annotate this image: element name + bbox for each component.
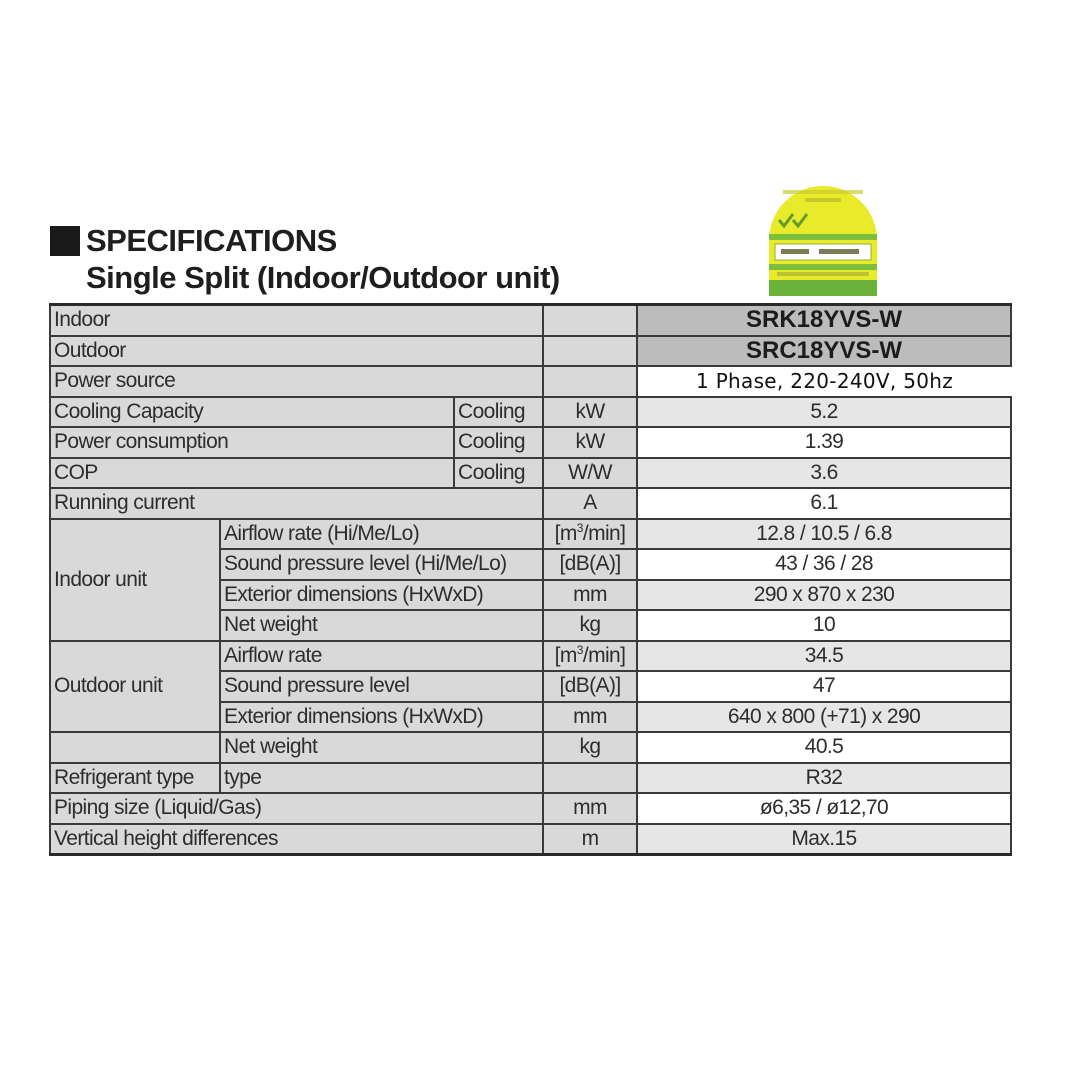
table-row <box>50 519 1011 550</box>
table-row <box>50 824 1011 855</box>
indoor-label: Indoor <box>50 305 543 336</box>
indoor-dimensions-value: 290 x 870 x 230 <box>637 580 1011 611</box>
indoor-airflow-value: 12.8 / 10.5 / 6.8 <box>637 519 1011 550</box>
table-row <box>50 397 1011 428</box>
refrigerant-label: Refrigerant type <box>50 763 220 794</box>
unit-cell: mm <box>543 580 637 611</box>
heading-square-icon <box>50 226 80 256</box>
cooling-capacity-label: Cooling Capacity <box>50 397 454 428</box>
specifications-heading <box>50 222 560 296</box>
table-row <box>50 366 1011 397</box>
specifications-table <box>49 303 1012 856</box>
indoor-sound-value: 43 / 36 / 28 <box>637 549 1011 580</box>
table-row <box>50 427 1011 458</box>
refrigerant-value: R32 <box>637 763 1011 794</box>
page-subtitle: Single Split (Indoor/Outdoor unit) <box>86 260 560 295</box>
unit-cell: kg <box>543 610 637 641</box>
vertical-height-label: Vertical height differences <box>50 824 543 855</box>
table-row <box>50 336 1011 367</box>
power-source-label: Power source <box>50 366 543 397</box>
outdoor-model: SRC18YVS-W <box>637 336 1011 367</box>
unit-cell: $[m^3/\min]$ <box>543 641 637 672</box>
table-row <box>50 793 1011 824</box>
unit-cell: W/W <box>543 458 637 489</box>
cop-value: 3.6 <box>637 458 1011 489</box>
indoor-model: SRK18YVS-W <box>637 305 1011 336</box>
outdoor-label: Outdoor <box>50 336 543 367</box>
empty-cell <box>50 732 220 763</box>
outdoor-unit-group-label: Outdoor unit <box>50 641 220 733</box>
table-row <box>50 488 1011 519</box>
refrigerant-sub-label: type <box>220 763 543 794</box>
unit-cell: mm <box>543 702 637 733</box>
unit-cell: kg <box>543 732 637 763</box>
unit-cell: [dB(A)] <box>543 671 637 702</box>
cop-label: COP <box>50 458 454 489</box>
row-label: Airflow rate <box>220 641 543 672</box>
outdoor-dimensions-value: 640 x 800 (+71) x 290 <box>637 702 1011 733</box>
piping-label: Piping size (Liquid/Gas) <box>50 793 543 824</box>
unit-cell <box>543 336 637 367</box>
running-current-label: Running current <box>50 488 543 519</box>
power-source-value: 1 Phase, 220-240V, 50hz <box>637 366 1011 397</box>
unit-cell: mm <box>543 793 637 824</box>
running-current-value: 6.1 <box>637 488 1011 519</box>
unit-cell: kW <box>543 397 637 428</box>
outdoor-weight-value: 40.5 <box>637 732 1011 763</box>
mode-cell: Cooling <box>454 397 543 428</box>
row-label: Sound pressure level (Hi/Me/Lo) <box>220 549 543 580</box>
unit-cell <box>543 305 637 336</box>
unit-cell: m <box>543 824 637 855</box>
indoor-unit-group-label: Indoor unit <box>50 519 220 641</box>
outdoor-sound-value: 47 <box>637 671 1011 702</box>
mode-cell: Cooling <box>454 427 543 458</box>
table-row <box>50 763 1011 794</box>
cooling-capacity-value: 5.2 <box>637 397 1011 428</box>
table-row <box>50 641 1011 672</box>
row-label: Airflow rate (Hi/Me/Lo) <box>220 519 543 550</box>
row-label: Net weight <box>220 732 543 763</box>
piping-value: ø6,35 / ø12,70 <box>637 793 1011 824</box>
energy-rating-label-icon <box>765 182 881 296</box>
unit-cell: kW <box>543 427 637 458</box>
unit-cell <box>543 763 637 794</box>
power-consumption-label: Power consumption <box>50 427 454 458</box>
unit-cell: A <box>543 488 637 519</box>
table-row <box>50 458 1011 489</box>
unit-cell: $[m^3/\min]$ <box>543 519 637 550</box>
power-consumption-value: 1.39 <box>637 427 1011 458</box>
row-label: Exterior dimensions (HxWxD) <box>220 702 543 733</box>
unit-cell: [dB(A)] <box>543 549 637 580</box>
vertical-height-value: Max.15 <box>637 824 1011 855</box>
row-label: Exterior dimensions (HxWxD) <box>220 580 543 611</box>
row-label: Net weight <box>220 610 543 641</box>
table-row <box>50 732 1011 763</box>
unit-cell <box>543 366 637 397</box>
mode-cell: Cooling <box>454 458 543 489</box>
outdoor-airflow-value: 34.5 <box>637 641 1011 672</box>
table-row <box>50 305 1011 336</box>
row-label: Sound pressure level <box>220 671 543 702</box>
page-title: SPECIFICATIONS <box>86 223 337 258</box>
indoor-weight-value: 10 <box>637 610 1011 641</box>
